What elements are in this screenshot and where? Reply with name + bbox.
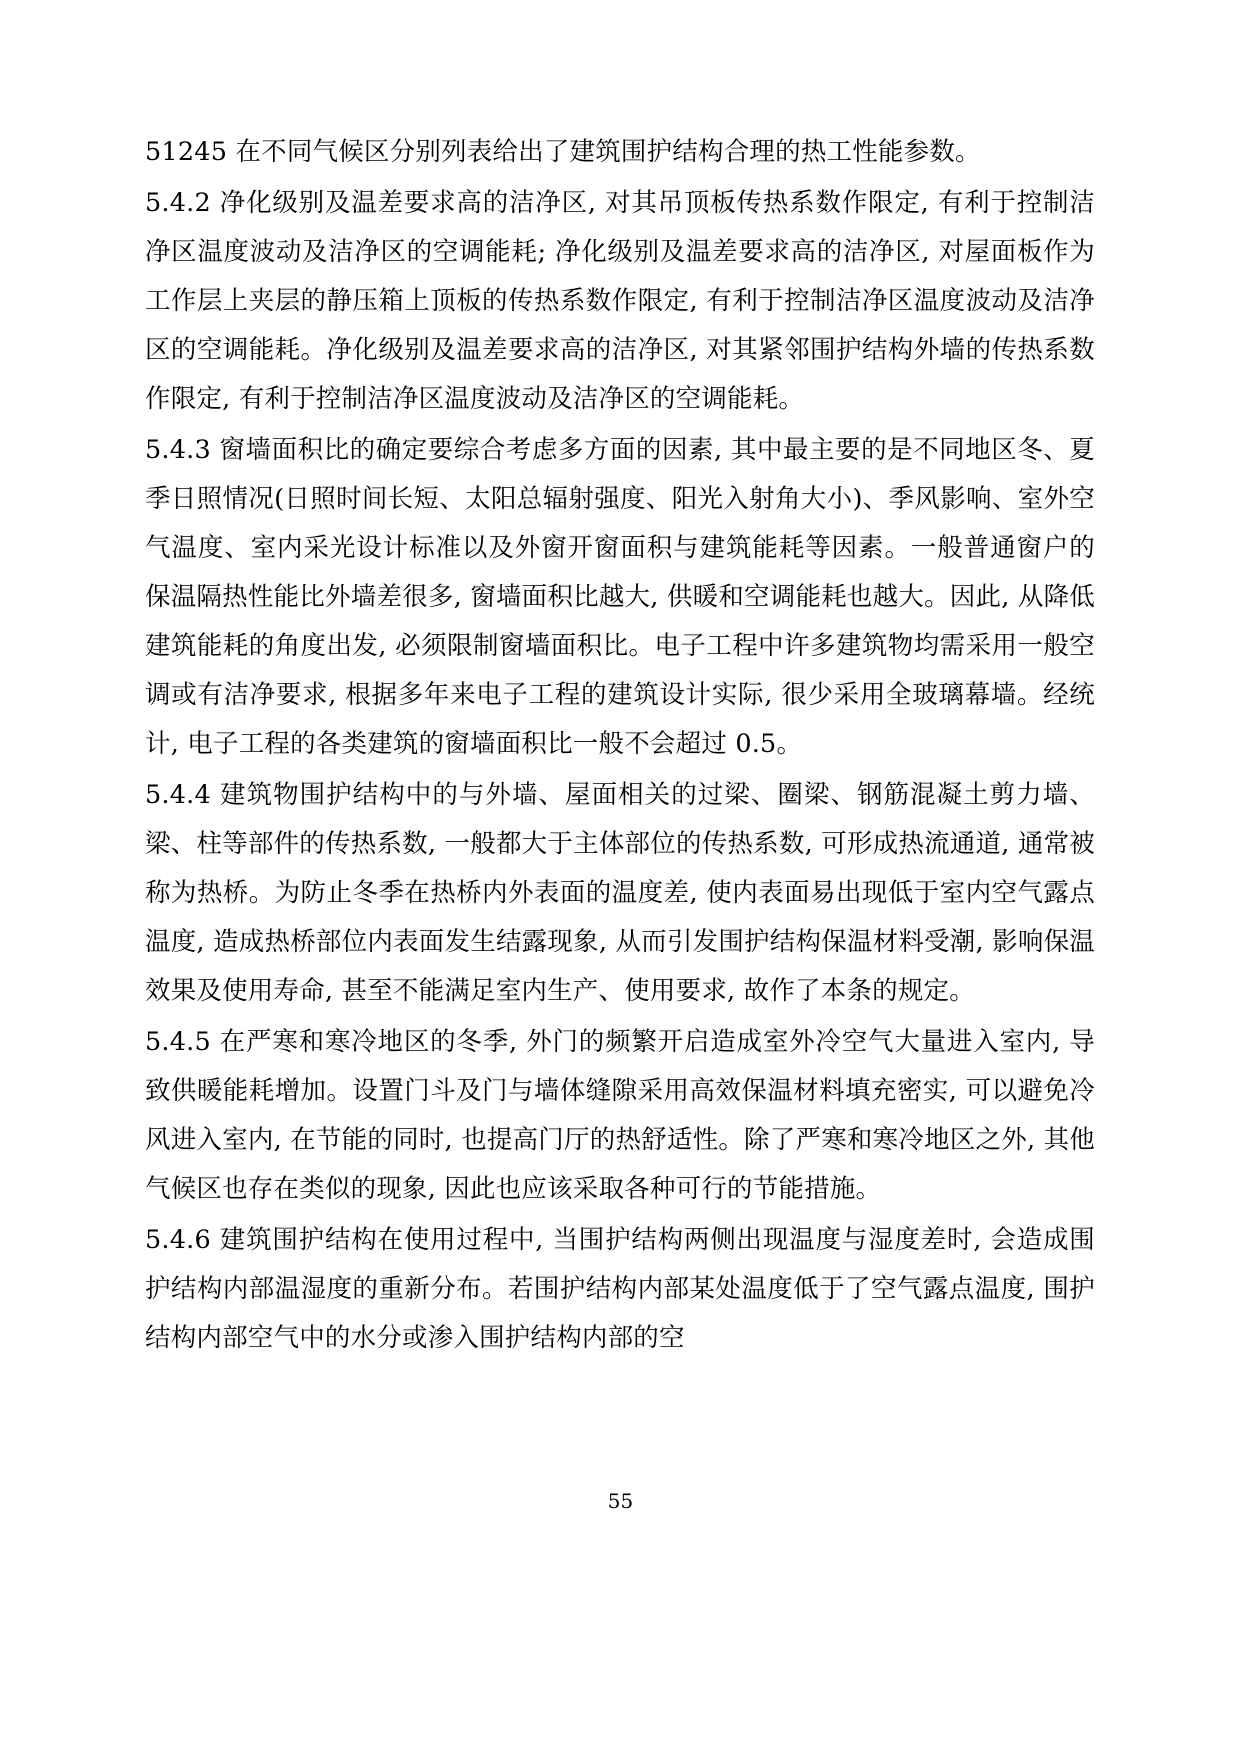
paragraph-51245: 51245 在不同气候区分别列表给出了建筑围护结构合理的热工性能参数。 (145, 137, 981, 167)
page-body (145, 128, 1095, 1365)
paragraph-5-4-5: 5.4.5 在严寒和寒冷地区的冬季, 外门的频繁开启造成室外冷空气大量进入室内, 导致供暖能耗增加。设置门斗及门与墙体缝隙采用高效保温材料填充密实, 可以避免冷风进入室内, 在节能的同时, 也提高门厅的热舒适性。除了严寒和寒冷地区之外, 其他气候区也存在类似的现象, 因此也应该采取各种可行的节能措施。 (145, 1027, 1095, 1204)
paragraph-5-4-2: 5.4.2 净化级别及温差要求高的洁净区, 对其吊顶板传热系数作限定, 有利于控制洁净区温度波动及洁净区的空调能耗; 净化级别及温差要求高的洁净区, 对屋面板作为工作层上夹层的静压箱上顶板的传热系数作限定, 有利于控制洁净区温度波动及洁净区的空调能耗。净化级别及温差要求高的洁净区, 对其紧邻围护结构外墙的传热系数作限定, 有利于控制洁净区温度波动及洁净区的空调能耗。 (145, 188, 1095, 414)
paragraph-5-4-3: 5.4.3 窗墙面积比的确定要综合考虑多方面的因素, 其中最主要的是不同地区冬、夏季日照情况(日照时间长短、太阳总辐射强度、阳光入射角大小)、季风影响、室外空气温度、室内采光设计标准以及外窗开窗面积与建筑能耗等因素。一般普通窗户的保温隔热性能比外墙差很多, 窗墙面积比越大, 供暖和空调能耗也越大。因此, 从降低建筑能耗的角度出发, 必须限制窗墙面积比。电子工程中许多建筑物均需采用一般空调或有洁净要求, 根据多年来电子工程的建筑设计实际, 很少采用全玻璃幕墙。经统计, 电子工程的各类建筑的窗墙面积比一般不会超过 0.5。 (145, 435, 1095, 759)
page-number: 55 (607, 1489, 634, 1513)
paragraph-5-4-6: 5.4.6 建筑围护结构在使用过程中, 当围护结构两侧出现温度与湿度差时, 会造成围护结构内部温湿度的重新分布。若围护结构内部某处温度低于了空气露点温度, 围护结构内部空气中的水分或渗入围护结构内部的空 (145, 1225, 1095, 1353)
paragraph-5-4-4: 5.4.4 建筑物围护结构中的与外墙、屋面相关的过梁、圈梁、钢筋混凝土剪力墙、梁、柱等部件的传热系数, 一般都大于主体部位的传热系数, 可形成热流通道, 通常被称为热桥。为防止冬季在热桥内外表面的温度差, 使内表面易出现低于室内空气露点温度, 造成热桥部位内表面发生结露现象, 从而引发围护结构保温材料受潮, 影响保温效果及使用寿命, 甚至不能满足室内生产、使用要求, 故作了本条的规定。 (145, 780, 1095, 1006)
